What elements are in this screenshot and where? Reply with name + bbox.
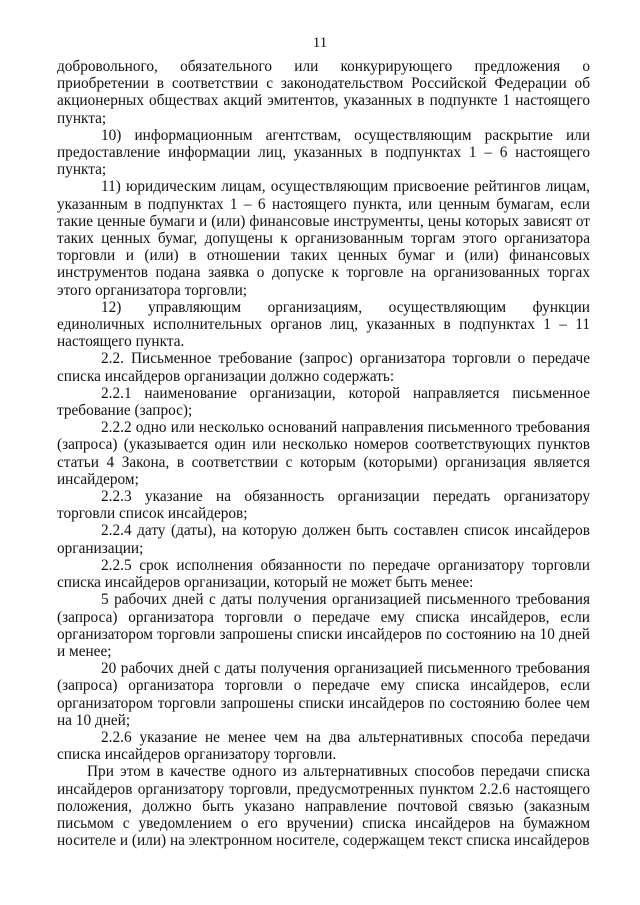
paragraph: 11) юридическим лицам, осуществляющим присвоение рейтингов лицам, указанным в подпунктах 1 – 6 настоящего пункта, или ценным бумагам, если такие ценные бумаги и (или) финансовые инструменты, цены которых зависят от таких ценных бумаг, допущены к организованным торгам этого организатора торговли и (или) в отношении таких ценных бумаг и (или) финансовых инструментов подана заявка о допуске к торговле на организованных торгах этого организатора торговли;	[57, 178, 590, 299]
paragraph: 2.2.2 одно или несколько оснований направления письменного требования (запроса) (указывается один или несколько номеров соответствующих пунктов статьи 4 Закона, в соответствии с которым (которыми) организация является инсайдером;	[57, 419, 590, 488]
document-body	[57, 58, 590, 849]
paragraph: добровольного, обязательного или конкурирующего предложения о приобретении в соответствии с законодательством Российской Федерации об акционерных обществах акций эмитентов, указанных в подпункте 1 настоящего пункта;	[57, 58, 590, 127]
paragraph: При этом в качестве одного из альтернативных способов передачи списка инсайдеров организатору торговли, предусмотренных пунктом 2.2.6 настоящего положения, должно быть указано направление почтовой связью (заказным письмом с уведомлением о его вручении) списка инсайдеров на бумажном носителе и (или) на электронном носителе, содержащем текст списка инсайдеров	[57, 763, 590, 850]
paragraph: 2.2.5 срок исполнения обязанности по передаче организатору торговли списка инсайдеров организации, который не может быть менее:	[57, 556, 590, 592]
paragraph: 2.2. Письменное требование (запрос) организатора торговли о передаче списка инсайдеров организации должно содержать:	[57, 350, 590, 385]
paragraph: 20 рабочих дней с даты получения организацией письменного требования (запроса) организатора торговли о передаче ему списка инсайдеров, если организатором торговли запрошены списки инсайдеров по состоянию более чем на 10 дней;	[57, 660, 590, 729]
paragraph: 2.2.6 указание не менее чем на два альтернативных способа передачи списка инсайдеров организатору торговли.	[57, 728, 590, 764]
paragraph: 2.2.4 дату (даты), на которую должен быть составлен список инсайдеров организации;	[57, 522, 590, 557]
paragraph: 2.2.1 наименование организации, которой направляется письменное требование (запрос);	[57, 384, 590, 420]
paragraph: 2.2.3 указание на обязанность организации передать организатору торговли список инсайдеров;	[57, 488, 590, 523]
paragraph: 10) информационным агентствам, осуществляющим раскрытие или предоставление информации лиц, указанных в подпунктах 1 – 6 настоящего пункта;	[57, 126, 590, 179]
page-number: 11	[312, 35, 328, 51]
paragraph: 12) управляющим организациям, осуществляющим функции единоличных исполнительных органов лиц, указанных в подпунктах 1 – 11 настоящего пункта.	[57, 298, 590, 351]
paragraph: 5 рабочих дней с даты получения организацией письменного требования (запроса) организатора торговли о передаче ему списка инсайдеров, если организатором торговли запрошены списки инсайдеров по состоянию на 10 дней и менее;	[57, 591, 590, 660]
